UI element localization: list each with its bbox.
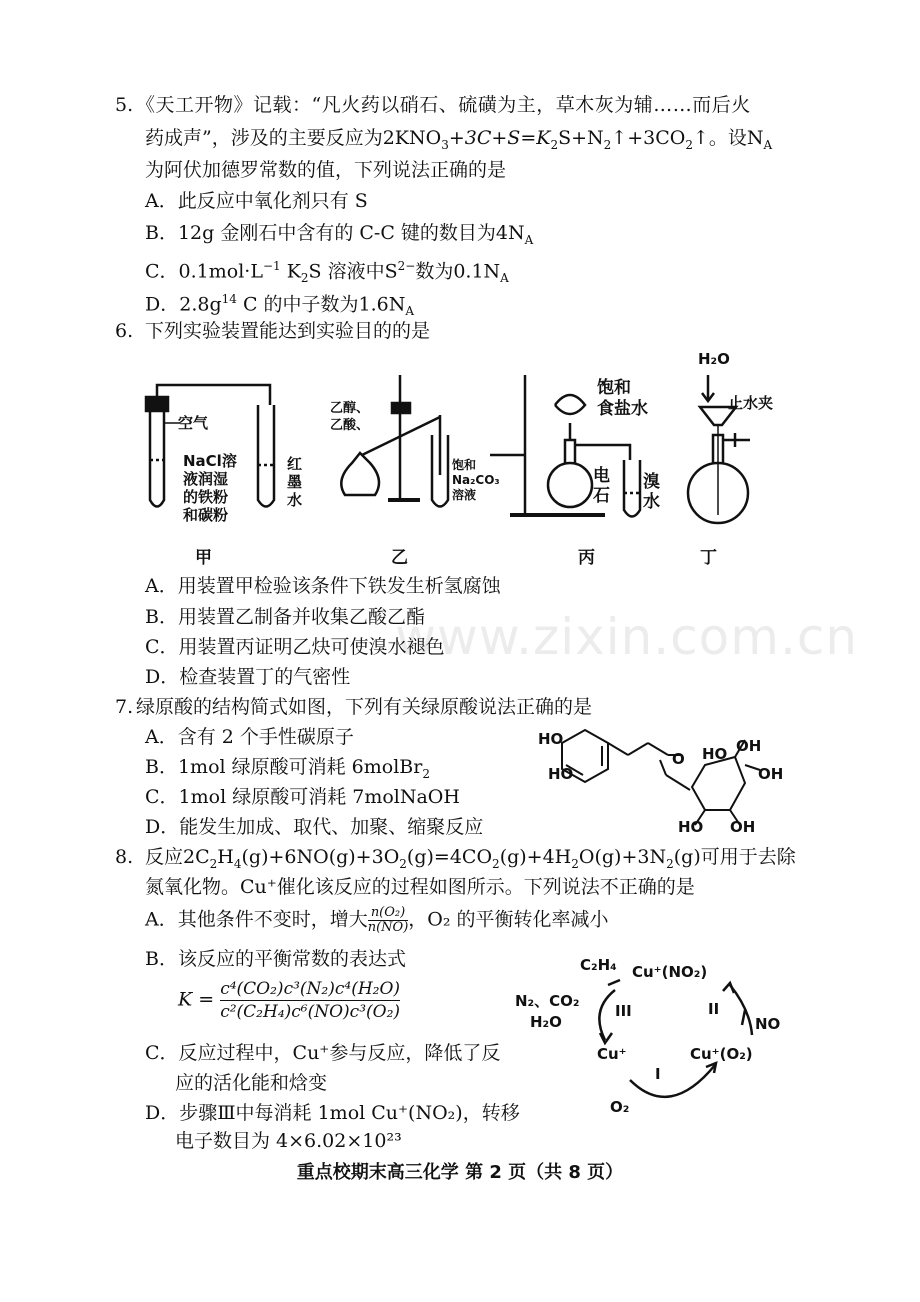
q7-number: 7. <box>115 696 134 718</box>
jia-red-ink-label: 红 墨 水 <box>287 455 303 509</box>
q6-number: 6. <box>115 320 134 342</box>
q5-line3: 为阿伏加德罗常数的值，下列说法正确的是 <box>145 159 507 181</box>
q8-option-b: B．该反应的平衡常数的表达式 <box>145 948 406 970</box>
q6-option-c: C．用装置丙证明乙炔可使溴水褪色 <box>145 636 445 658</box>
q8-option-c-line1: C．反应过程中，Cu⁺参与反应，降低了反 <box>145 1042 501 1064</box>
cycle-o2: O₂ <box>610 1098 630 1116</box>
q5-option-b: B．12g 金刚石中含有的 C-C 键的数目为$4N_A$ <box>145 222 534 247</box>
q7-option-a: A．含有 2 个手性碳原子 <box>145 726 354 748</box>
q8-k-expression: K = $\frac{\text{c⁴(CO₂)c³(N₂)c⁴(H₂O)}}{\text{c²(C₂H₄)c⁶(NO)c³(O₂)}}$ <box>178 979 401 1022</box>
q6-option-d: D．检查装置丁的气密性 <box>145 666 351 688</box>
bing-carbide-label: 电 石 <box>593 466 610 506</box>
q6-option-a: A．用装置甲检验该条件下铁发生析氢腐蚀 <box>145 575 501 597</box>
struct-oh-2: OH <box>758 765 784 783</box>
q7-stem: 绿原酸的结构简式如图，下列有关绿原酸说法正确的是 <box>136 696 593 718</box>
q8-line2: 氮氧化物。Cu⁺催化该反应的过程如图所示。下列说法不正确的是 <box>145 876 695 898</box>
cycle-cu: Cu⁺ <box>597 1045 627 1063</box>
q5-number: 5. <box>115 94 134 116</box>
q7-option-b: B．1mol 绿原酸可消耗 6molBr$_2$ <box>145 756 430 781</box>
cycle-cu-no2: Cu⁺(NO₂) <box>632 963 708 981</box>
q8-option-c-line2: 应的活化能和焓变 <box>175 1072 328 1094</box>
q8-option-d-line1: D．步骤Ⅲ中每消耗 1mol Cu⁺(NO₂)，转移 <box>145 1102 520 1124</box>
ding-clip-label: 止水夹 <box>728 394 774 412</box>
jia-sample-label: NaCl溶 液润湿 的铁粉 和碳粉 <box>183 452 237 524</box>
q5-option-a: A．此反应中氧化剂只有 S <box>145 190 368 212</box>
q7-option-c: C．1mol 绿原酸可消耗 7molNaOH <box>145 786 460 808</box>
struct-oh-1: OH <box>736 737 762 755</box>
struct-ho-4: HO <box>678 818 704 836</box>
struct-ho-3: HO <box>702 745 728 763</box>
yi-reagent-label: 乙醇、 乙酸、 <box>330 401 370 433</box>
cycle-step-iii: III <box>615 1002 632 1020</box>
yi-receiver-label: 饱和 Na₂CO₃ 溶液 <box>452 458 500 502</box>
struct-ho-1: HO <box>538 730 564 748</box>
q5-line2: 药成声”，涉及的主要反应为$2KNO_3+3C+S=K_2S+N_2↑+3CO_2↑$。设$N_A$ <box>145 127 773 152</box>
label-ding: 丁 <box>700 548 717 568</box>
jia-air-label: 空气 <box>178 414 209 432</box>
q8-option-a: A．其他条件不变时，增大 $\frac{\text{n(O₂)}}{n(NO)}$ ，O₂ 的平衡转化率减小 <box>145 905 609 935</box>
bing-brine-label: 饱和 食盐水 <box>597 378 648 419</box>
q5-option-d: D．$2.8g^{14}$ C 的中子数为$1.6N_A$ <box>145 292 415 319</box>
q6-option-b: B．用装置乙制备并收集乙酸乙酯 <box>145 606 425 628</box>
label-yi: 乙 <box>391 548 408 568</box>
struct-oh-3: OH <box>730 818 756 836</box>
cycle-c2h4: C₂H₄ <box>580 956 617 974</box>
struct-ho-2: HO <box>548 765 574 783</box>
cycle-step-ii: II <box>708 1000 720 1018</box>
struct-o: O <box>672 750 685 768</box>
cycle-h2o: H₂O <box>530 1013 562 1031</box>
q5-option-c: C．$0.1mol\cdot L^{-1}$ $K_2S$ 溶液中$S^{2-}$数为$0.1N_A$ <box>145 259 509 286</box>
q8-line1: 反应$2C_2H_4(g)+6NO(g)+3O_2(g)=4CO_2(g)+4H_2O(g)+3N_2(g)$可用于去除 <box>145 846 796 871</box>
cycle-no: NO <box>755 1015 781 1033</box>
q7-option-d: D．能发生加成、取代、加聚、缩聚反应 <box>145 816 484 838</box>
q8-option-d-line2: 电子数目为 4×6.02×10²³ <box>175 1130 402 1152</box>
q6-stem: 下列实验装置能达到实验目的的是 <box>145 320 431 342</box>
q5-line1: 《天工开物》记载：“凡火药以硝石、硫磺为主，草木灰为辅……而后火 <box>136 94 751 116</box>
label-jia: 甲 <box>195 548 212 568</box>
watermark: www.zixin.com.cn <box>395 608 859 666</box>
page-footer: 重点校期末高三化学 第 2 页（共 8 页） <box>296 1162 624 1183</box>
cycle-n2-co2: N₂、CO₂ <box>515 992 580 1010</box>
bing-bromine-label: 溴 水 <box>643 472 660 512</box>
cycle-cu-o2: Cu⁺(O₂) <box>690 1045 753 1063</box>
label-bing: 丙 <box>578 548 595 568</box>
ding-water-label: H₂O <box>698 350 730 368</box>
cycle-step-i: I <box>655 1065 661 1083</box>
ratio-fraction: $\frac{\text{n(O₂)}}{n(NO)}$ <box>367 905 409 935</box>
q8-number: 8. <box>115 846 134 868</box>
